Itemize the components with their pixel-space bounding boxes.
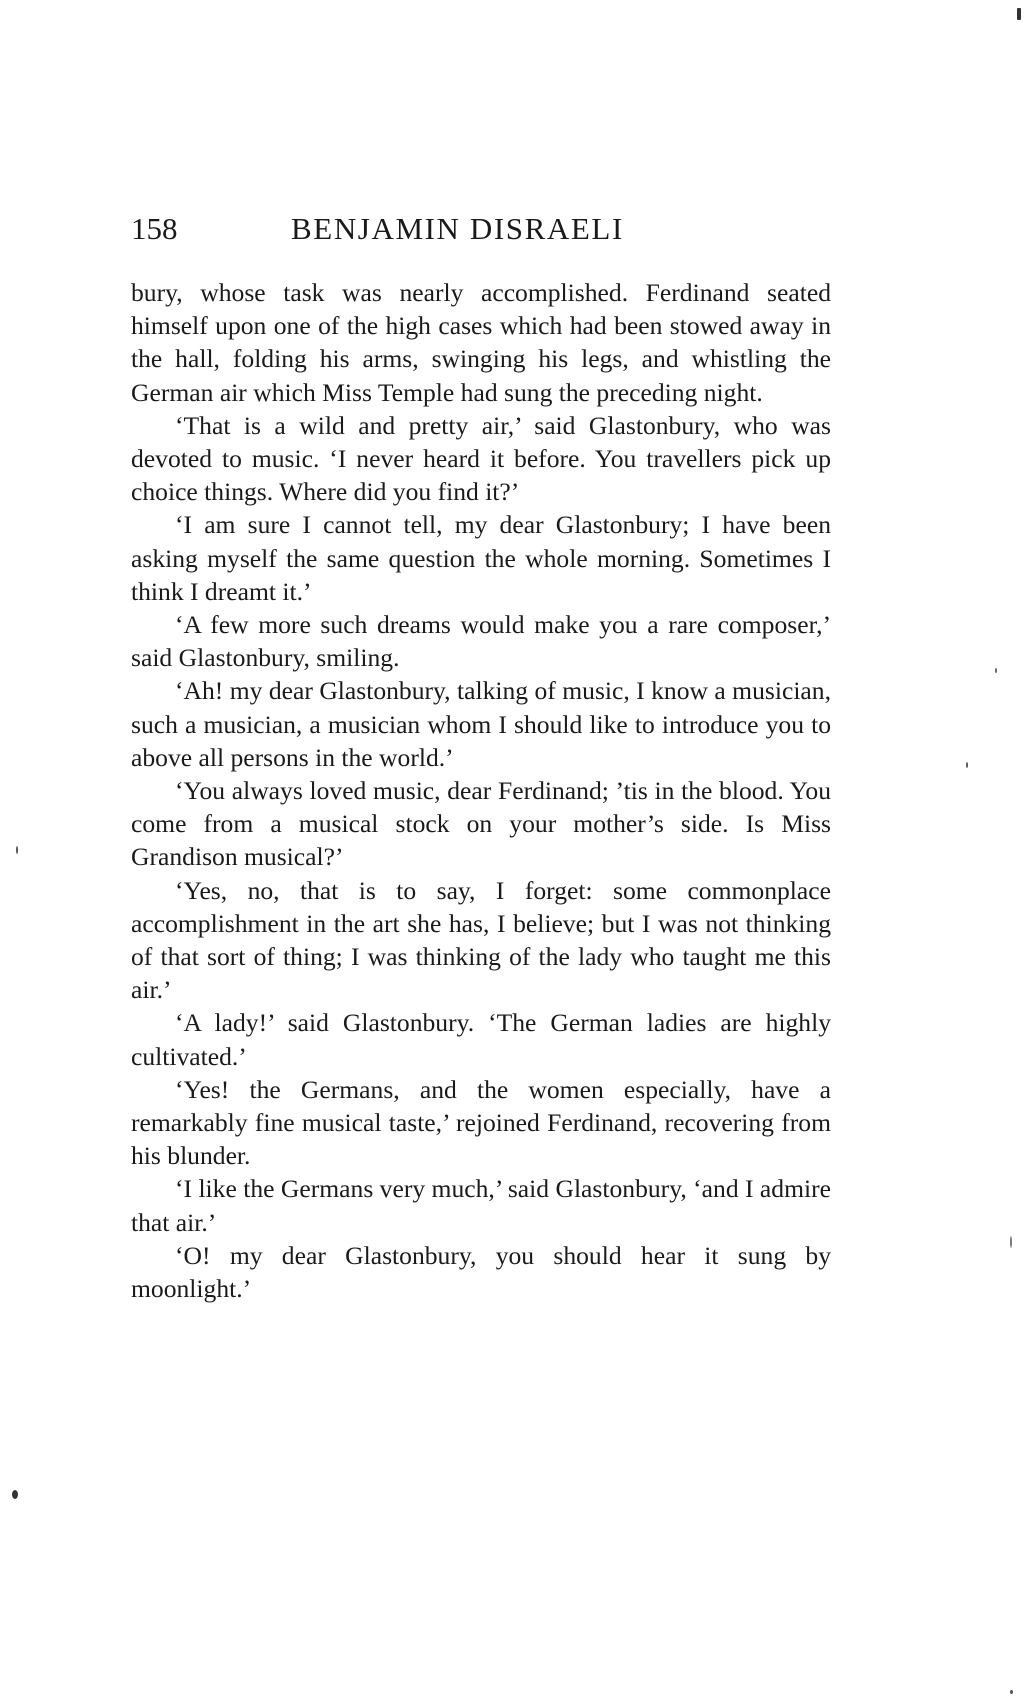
paragraph-continuation: bury, whose task was nearly accomplished. Ferdinand seated himself upon one of the high cases which had been stowed away in the hall, folding his arms, swinging his legs, and whistling the German air which Miss Temple had sung the preceding night. — [131, 278, 831, 407]
scan-speck — [995, 668, 997, 673]
paragraph: ‘Yes! the Germans, and the women especially, have a remarkably fine musical taste,’ rejoined Ferdinand, recovering from his blunder. — [131, 1074, 831, 1171]
running-title: BENJAMIN DISRAELI — [291, 211, 624, 246]
paragraph: ‘I like the Germans very much,’ said Glastonbury, ‘and I admire that air.’ — [131, 1174, 831, 1237]
paragraph: ‘That is a wild and pretty air,’ said Glastonbury, who was devoted to music. ‘I never heard it before. You travellers pick up choice things. Where did you find it?’ — [131, 410, 831, 507]
scan-speck — [12, 1490, 18, 1499]
paragraph: ‘I am sure I cannot tell, my dear Glastonbury; I have been asking myself the same question the whole morning. Sometimes I think I dreamt it.’ — [131, 510, 831, 606]
paragraph: ‘O! my dear Glastonbury, you should hear it sung by moonlight.’ — [131, 1240, 831, 1304]
paragraph: ‘A lady!’ said Glastonbury. ‘The German ladies are highly cultivated.’ — [131, 1008, 831, 1071]
paragraph: ‘A few more such dreams would make you a rare composer,’ said Glastonbury, smiling. — [131, 610, 831, 673]
scan-speck — [1010, 1236, 1012, 1248]
paragraph: ‘Yes, no, that is to say, I forget: some commonplace accomplishment in the art she has, I believe; but I was not thinking of that sort of thing; I was thinking of the lady who taught me this air.’ — [131, 875, 831, 1005]
page-number: 158 — [131, 211, 178, 246]
scan-speck — [966, 762, 968, 768]
scan-speck — [1017, 8, 1021, 20]
paragraph: ‘Ah! my dear Glastonbury, talking of music, I know a musician, such a musician, a musician whom I should like to introduce you to above all persons in the world.’ — [131, 676, 831, 772]
scan-speck — [1010, 1690, 1013, 1694]
page-header — [131, 205, 831, 255]
paragraph: ‘You always loved music, dear Ferdinand; ’tis in the blood. You come from a musical stock on your mother’s side. Is Miss Grandison musical?’ — [131, 776, 831, 872]
body-text — [131, 276, 831, 1305]
scan-speck — [16, 846, 18, 854]
